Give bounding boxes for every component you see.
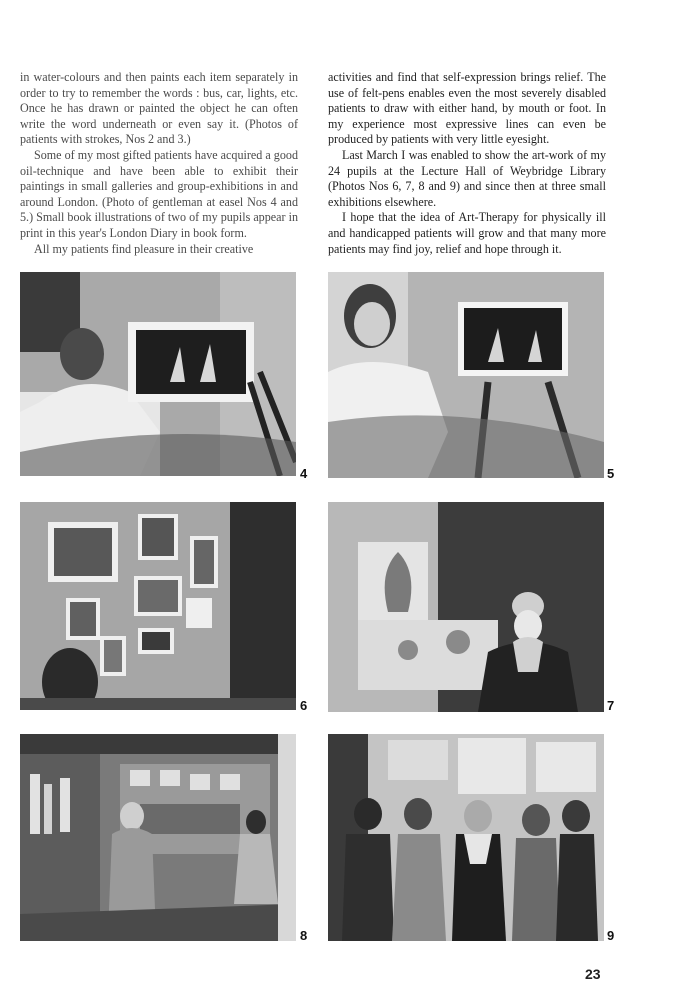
text-column-left (20, 70, 298, 257)
photo-number-4: 4 (300, 466, 308, 481)
photo-9 (328, 734, 604, 941)
photo-4-image (20, 272, 296, 476)
photo-number-5: 5 (607, 466, 615, 481)
photo-number-6: 6 (300, 698, 308, 713)
photo-number-7: 7 (607, 698, 615, 713)
photo-5-image (328, 272, 604, 478)
photo-5 (328, 272, 604, 478)
photo-8 (20, 734, 296, 941)
photo-8-image (20, 734, 296, 941)
photo-7 (328, 502, 604, 712)
paragraph: All my patients find pleasure in their creative (34, 241, 254, 256)
paragraph: activities and find that self-expression brings relief. The use of felt-pens enables even the most severely disabled patients to draw with either hand, by mouth or foot. In my experience most expressive lines can even be produced by patients with very little eyesight. (328, 70, 606, 147)
text-column-right (328, 70, 606, 257)
paragraph: in water-colours and then paints each item separately in order to try to remember the words : bus, car, lights, etc. Once he has drawn or painted the object he can often write the word underneath or even say it. (Photos of patients with strokes, Nos 2 and 3.) (20, 70, 298, 147)
photo-6 (20, 502, 296, 710)
photo-6-image (20, 502, 296, 710)
photo-4 (20, 272, 296, 476)
photo-number-8: 8 (300, 928, 308, 943)
photo-9-image (328, 734, 604, 941)
photo-number-9: 9 (607, 928, 615, 943)
paragraph: I hope that the idea of Art-Therapy for physically ill and handicapped patients will grow and that many more patients may find joy, relief and hope through it. (328, 210, 606, 256)
photo-7-image (328, 502, 604, 712)
paragraph: Some of my most gifted patients have acquired a good oil-technique and have been able to exhibit their paintings in small galleries and group-exhibitions in and around London. (Photo of gentleman at easel Nos 4 and 5.) Small book illustrations of two of my pupils appear in print in this year's London Diary in book form. (20, 147, 298, 240)
page-number: 23 (585, 966, 601, 982)
paragraph: Last March I was enabled to show the art-work of my 24 pupils at the Lecture Hall of Weybridge Library (Photos Nos 6, 7, 8 and 9) and since then at three small exhibitions elsewhere. (328, 147, 606, 209)
